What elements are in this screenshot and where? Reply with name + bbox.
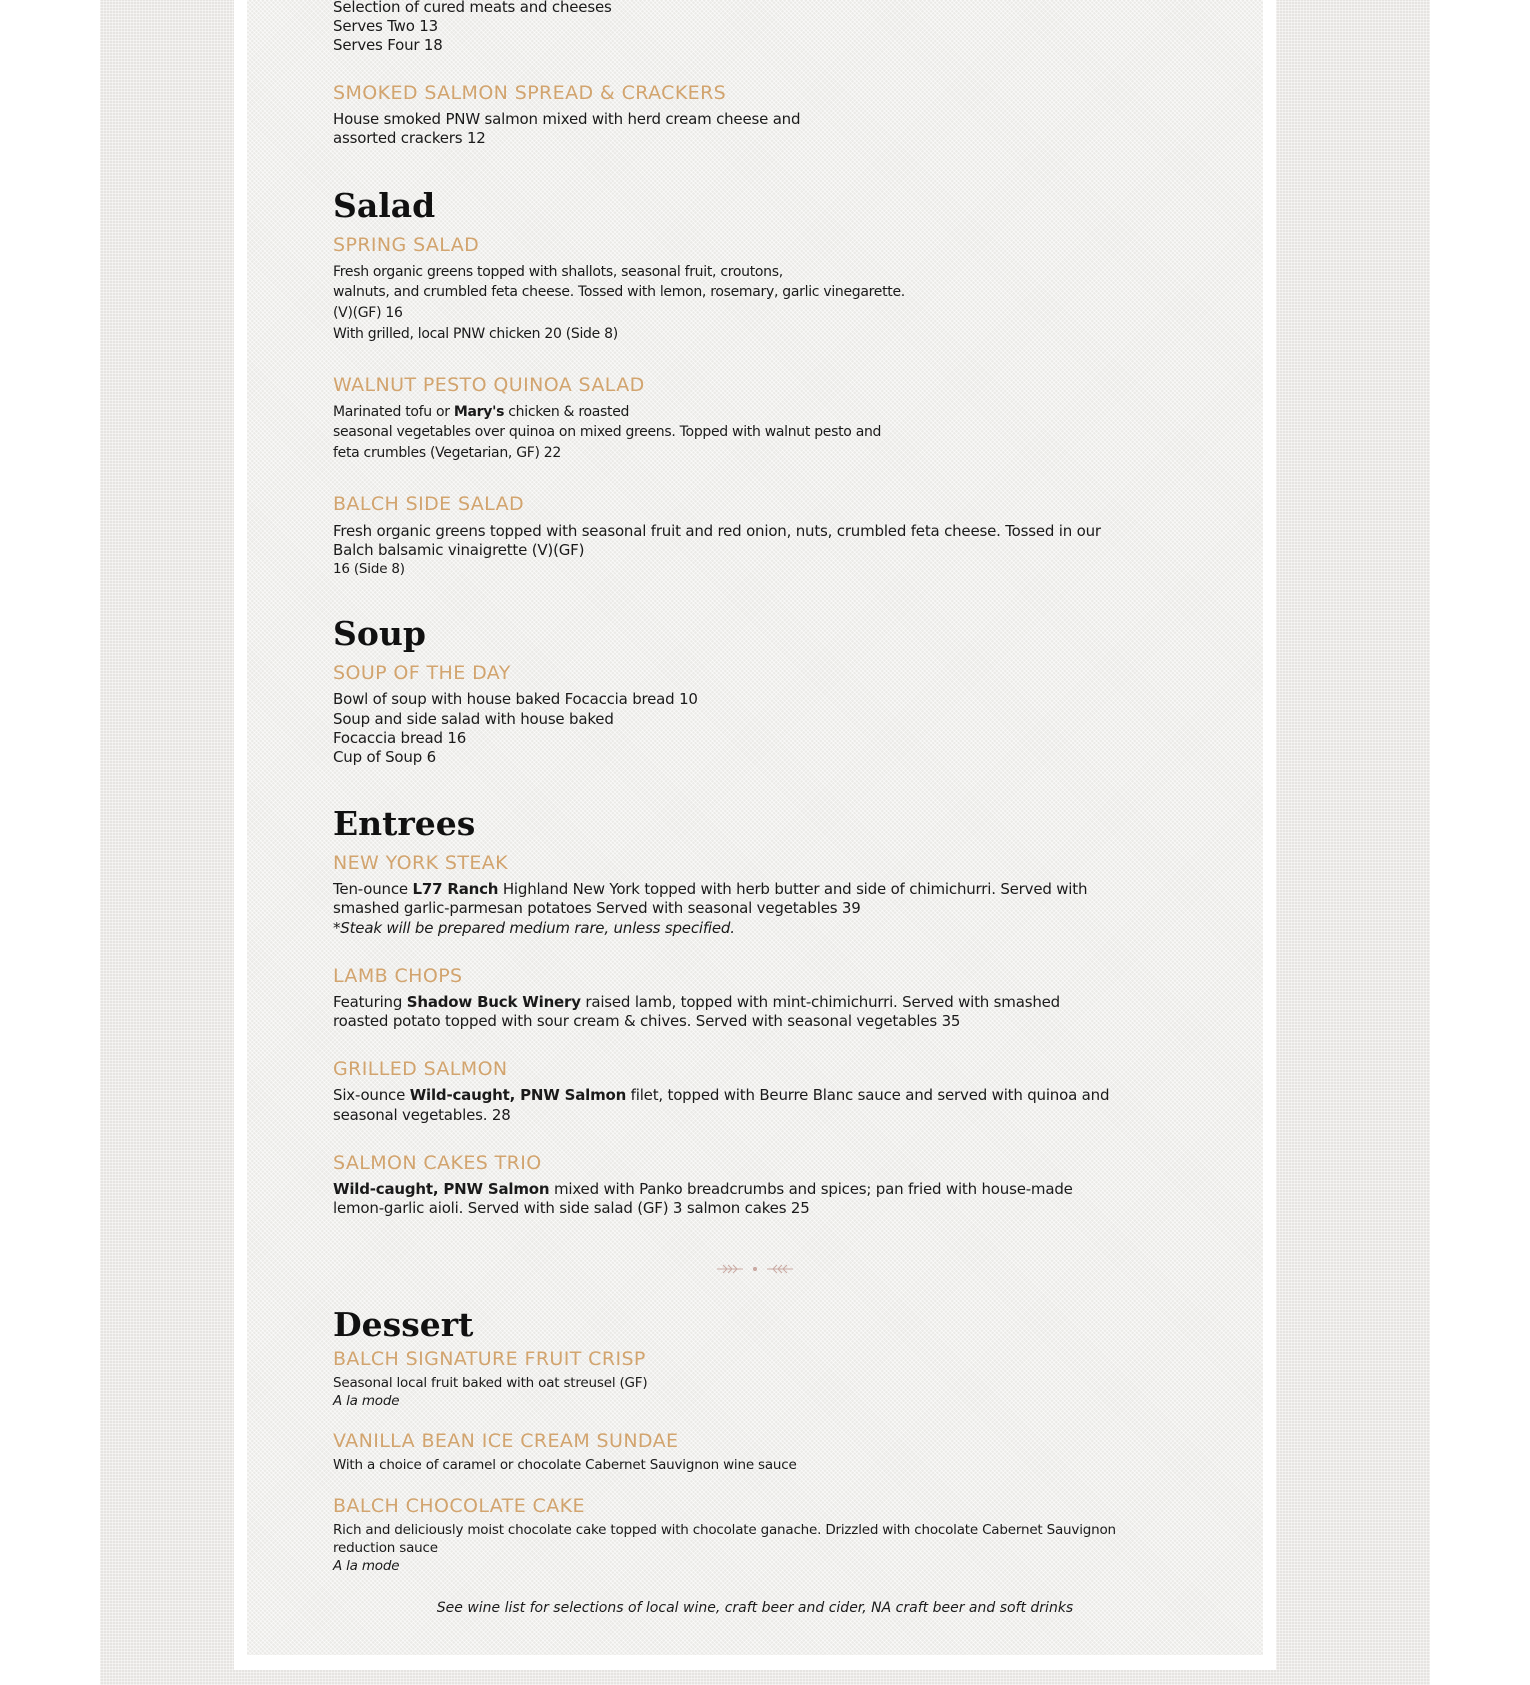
section-title-entrees: Entrees <box>333 804 476 843</box>
chocolate-cake-desc-1: Rich and deliciously moist chocolate cake topped with chocolate ganache. Drizzled with chocolate Cabernet Sauvignon <box>333 1522 1116 1538</box>
ny-steak-desc-1 <box>333 880 1087 899</box>
soup-salad-combo: Soup and side salad with house baked <box>333 710 614 728</box>
spring-salad-price: (V)(GF) 16 <box>333 305 403 321</box>
grilled-salmon-desc-1 <box>333 1086 1109 1105</box>
soup-bowl: Bowl of soup with house baked Focaccia bread 10 <box>333 690 698 708</box>
charcuterie-serves-four: Serves Four 18 <box>333 36 443 54</box>
section-title-dessert: Dessert <box>333 1305 474 1344</box>
salmon-cakes-desc-post: mixed with Panko breadcrumbs and spices; pan fried with house-made <box>549 1180 1073 1198</box>
salmon-cakes-desc-2: lemon-garlic aioli. Served with side salad (GF) 3 salmon cakes 25 <box>333 1199 810 1217</box>
fruit-crisp-a-la-mode: A la mode <box>333 1393 400 1409</box>
grilled-salmon-title: GRILLED SALMON <box>333 1058 508 1080</box>
balch-side-salad-desc-2: Balch balsamic vinaigrette (V)(GF) <box>333 541 585 559</box>
fruit-crisp-desc: Seasonal local fruit baked with oat streusel (GF) <box>333 1375 648 1391</box>
section-title-soup: Soup <box>333 614 426 653</box>
balch-side-salad-price: 16 (Side 8) <box>333 561 405 577</box>
pnw-salmon-brand: Wild-caught, PNW Salmon <box>409 1086 627 1104</box>
grilled-salmon-desc-2: seasonal vegetables. 28 <box>333 1106 511 1124</box>
wine-list-note: See wine list for selections of local wine, craft beer and cider, NA craft beer and soft drinks <box>436 1600 1074 1616</box>
ny-steak-desc-2: smashed garlic-parmesan potatoes Served with seasonal vegetables 39 <box>333 899 861 917</box>
chocolate-cake-a-la-mode: A la mode <box>333 1558 400 1574</box>
fruit-crisp-title: BALCH SIGNATURE FRUIT CRISP <box>333 1348 646 1370</box>
soup-of-day-title: SOUP OF THE DAY <box>333 662 511 684</box>
arrow-divider-icon <box>715 1261 795 1277</box>
spring-salad-desc-1: Fresh organic greens topped with shallots, seasonal fruit, croutons, <box>333 264 783 280</box>
walnut-salad-desc-2: seasonal vegetables over quinoa on mixed greens. Topped with walnut pesto and <box>333 424 882 440</box>
smoked-salmon-desc-1: House smoked PNW salmon mixed with herd cream cheese and <box>333 110 801 128</box>
lamb-desc-post: raised lamb, topped with mint-chimichurri. Served with smashed <box>580 993 1060 1011</box>
ny-steak-title: NEW YORK STEAK <box>333 852 508 874</box>
walnut-desc-post: chicken & roasted <box>504 404 630 420</box>
chocolate-cake-desc-2: reduction sauce <box>333 1540 438 1556</box>
lamb-chops-desc-1 <box>333 993 1060 1012</box>
spring-salad-desc-2: walnuts, and crumbled feta cheese. Tossed with lemon, rosemary, garlic vinegarette. <box>333 284 905 300</box>
salmon-cakes-title: SALMON CAKES TRIO <box>333 1152 542 1174</box>
soup-salad-combo-price: Focaccia bread 16 <box>333 729 467 747</box>
salmon-desc-pre: Six-ounce <box>333 1086 410 1104</box>
lamb-chops-desc-2: roasted potato topped with sour cream & chives. Served with seasonal vegetables 35 <box>333 1012 961 1030</box>
spring-salad-title: SPRING SALAD <box>333 234 480 256</box>
sundae-title: VANILLA BEAN ICE CREAM SUNDAE <box>333 1430 679 1452</box>
l77-ranch-brand: L77 Ranch <box>412 880 499 898</box>
steak-desc-post: Highland New York topped with herb butter and side of chimichurri. Served with <box>498 880 1088 898</box>
ny-steak-note: *Steak will be prepared medium rare, unless specified. <box>333 919 735 937</box>
balch-side-salad-title: BALCH SIDE SALAD <box>333 493 525 515</box>
salmon-cakes-desc-1 <box>333 1180 1073 1199</box>
lamb-chops-title: LAMB CHOPS <box>333 965 463 987</box>
salmon-desc-post: filet, topped with Beurre Blanc sauce and served with quinoa and <box>626 1086 1110 1104</box>
walnut-salad-desc-1 <box>333 402 629 422</box>
spring-salad-chicken: With grilled, local PNW chicken 20 (Side 8) <box>333 326 618 342</box>
walnut-salad-title: WALNUT PESTO QUINOA SALAD <box>333 374 645 396</box>
shadow-buck-winery-brand: Shadow Buck Winery <box>406 993 581 1011</box>
smoked-salmon-desc-2: assorted crackers 12 <box>333 129 486 147</box>
charcuterie-serves-two: Serves Two 13 <box>333 17 438 35</box>
smoked-salmon-title: SMOKED SALMON SPREAD & CRACKERS <box>333 82 727 104</box>
marys-chicken-brand: Mary's <box>453 404 505 420</box>
soup-cup: Cup of Soup 6 <box>333 748 436 766</box>
lamb-desc-pre: Featuring <box>333 993 407 1011</box>
pnw-salmon-brand-cakes: Wild-caught, PNW Salmon <box>333 1180 550 1198</box>
balch-side-salad-desc-1: Fresh organic greens topped with seasonal fruit and red onion, nuts, crumbled feta cheese. Tossed in our <box>333 522 1101 540</box>
walnut-desc-pre: Marinated tofu or <box>333 404 454 420</box>
sundae-desc: With a choice of caramel or chocolate Cabernet Sauvignon wine sauce <box>333 1457 797 1473</box>
charcuterie-desc: Selection of cured meats and cheeses <box>333 0 612 16</box>
steak-desc-pre: Ten-ounce <box>333 880 413 898</box>
walnut-salad-desc-3: feta crumbles (Vegetarian, GF) 22 <box>333 445 562 461</box>
chocolate-cake-title: BALCH CHOCOLATE CAKE <box>333 1495 585 1517</box>
section-title-salad: Salad <box>333 186 436 225</box>
